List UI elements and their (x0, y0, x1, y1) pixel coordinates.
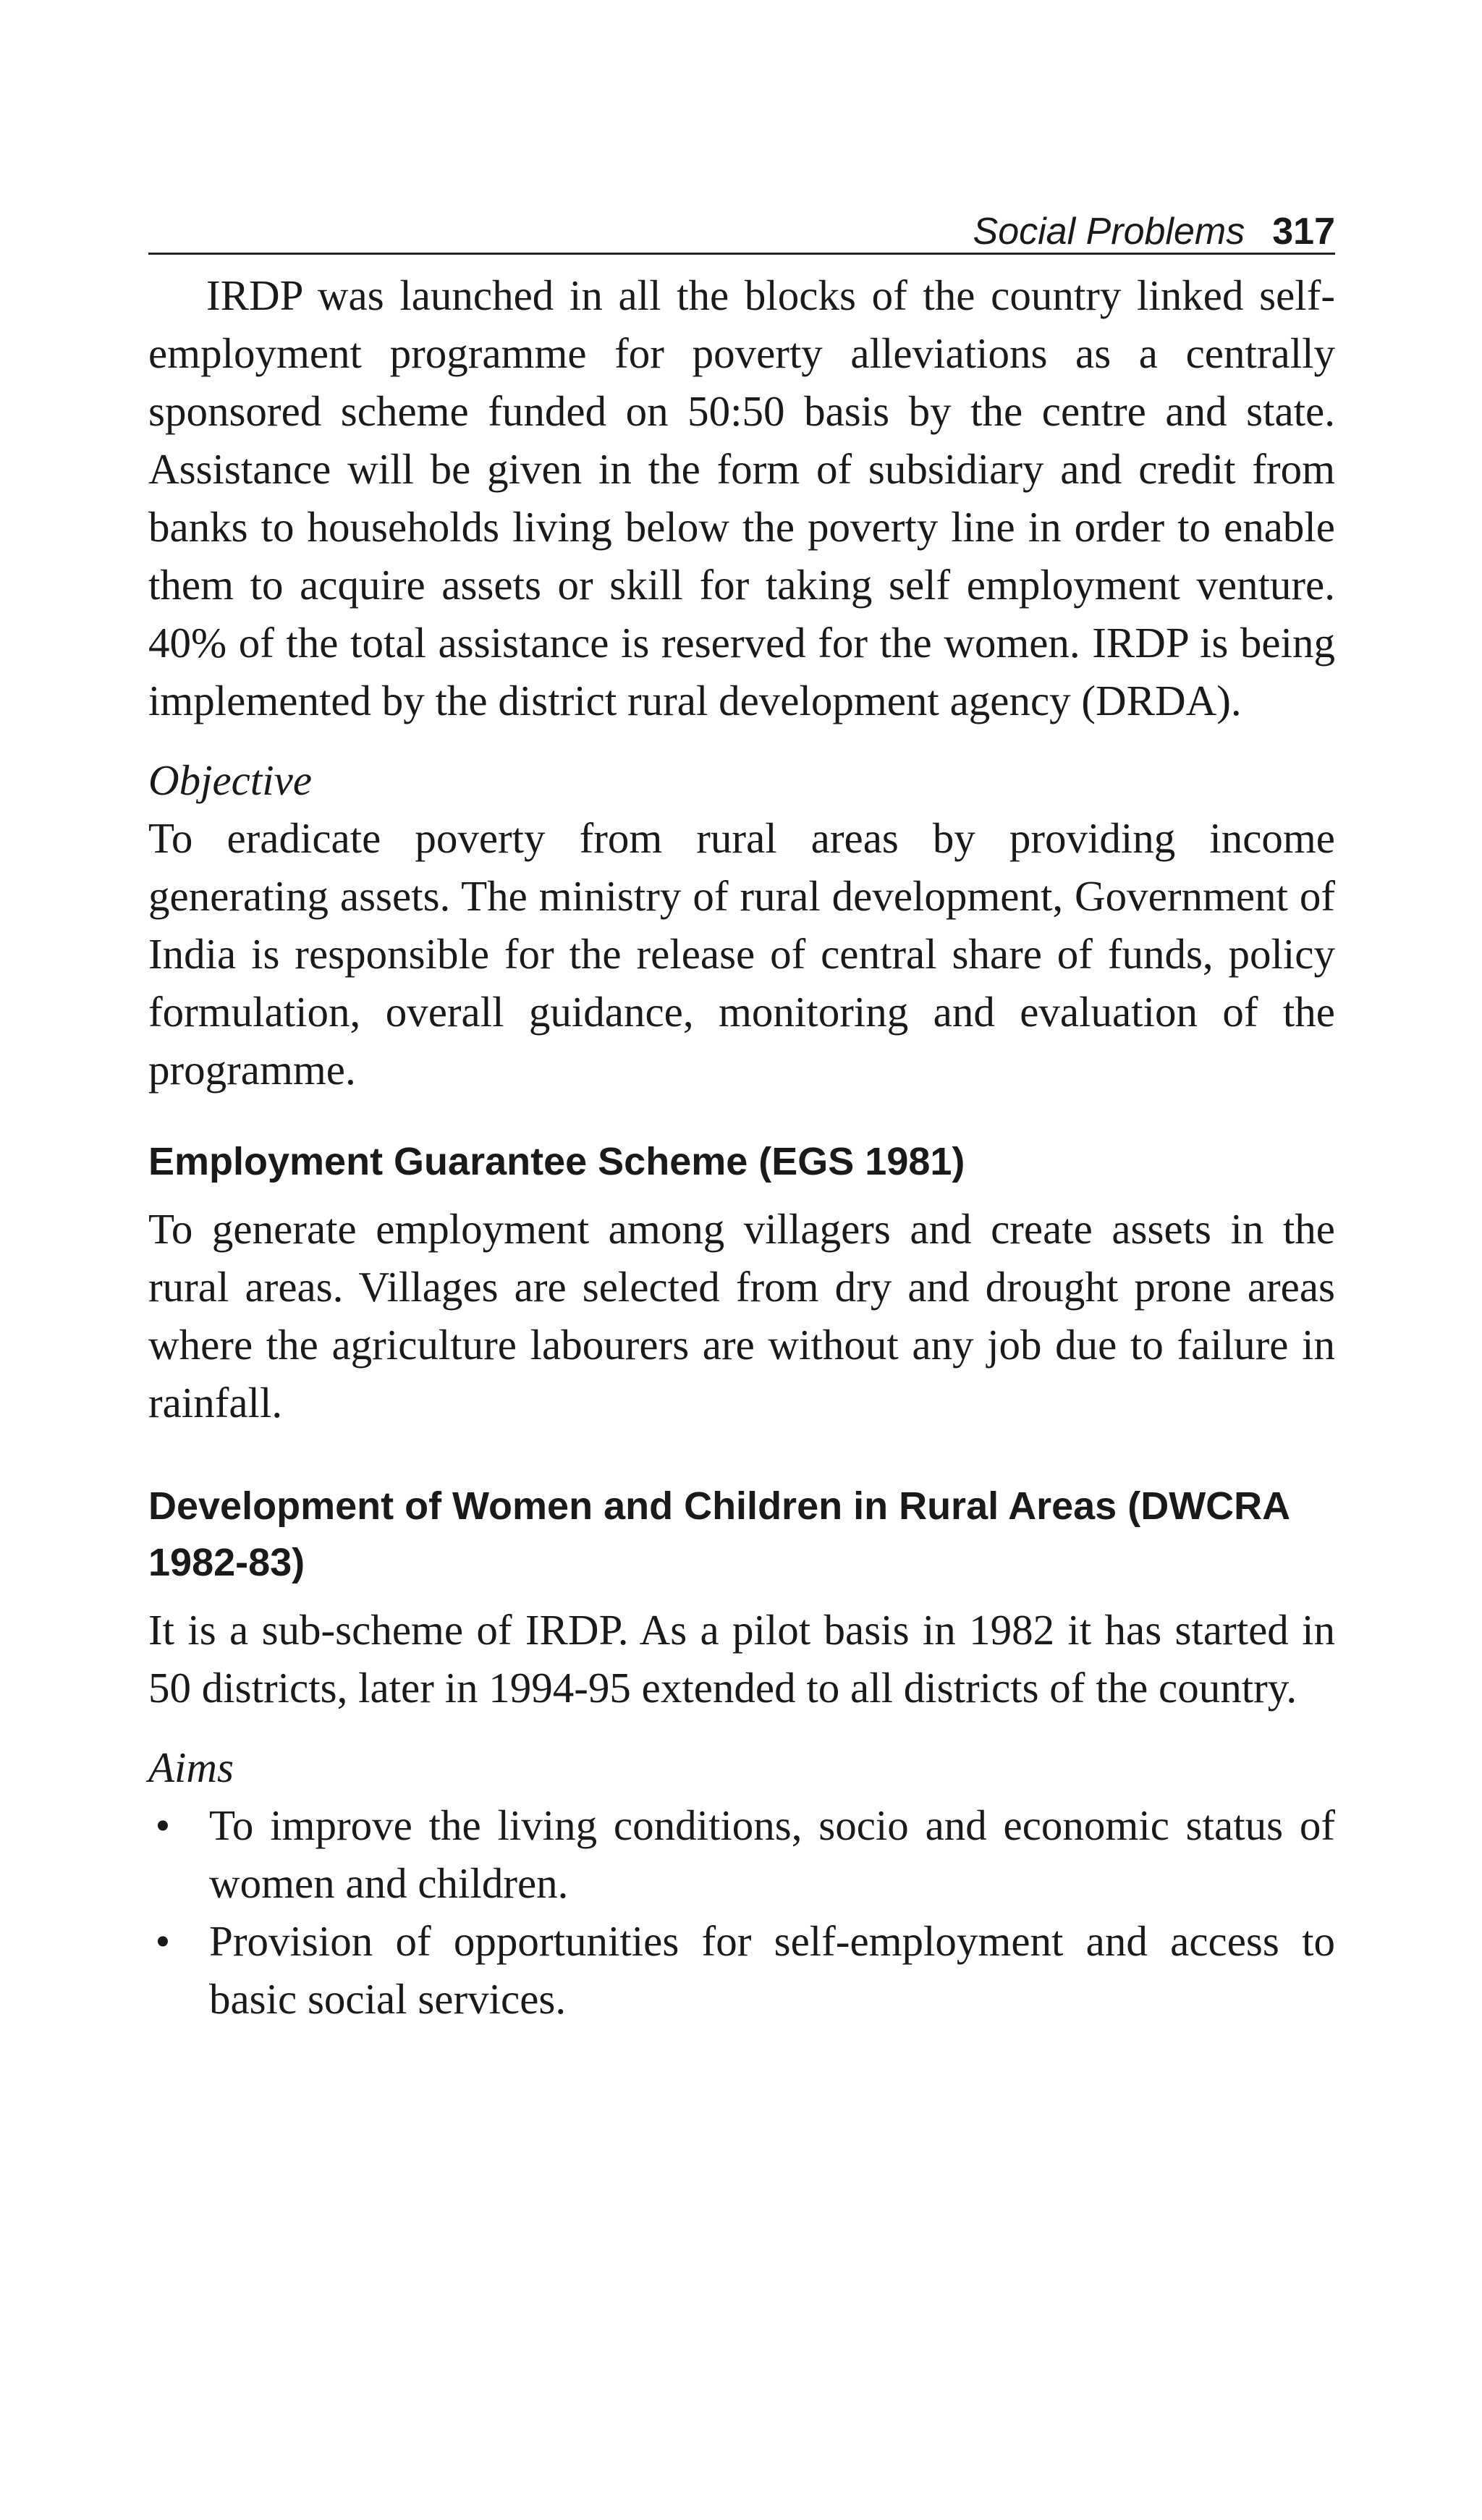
list-item (148, 1796, 1335, 1912)
aims-list (148, 1796, 1335, 2028)
dwcra-paragraph: It is a sub-scheme of IRDP. As a pilot basis in 1982 it has started in 50 districts, later in 1994-95 extended to all districts of the country. (148, 1606, 1335, 1712)
egs-heading: Employment Guarantee Scheme (EGS 1981) (148, 1140, 965, 1183)
list-item (148, 1912, 1335, 2028)
book-page (148, 210, 1335, 2028)
objective-paragraph: To eradicate poverty from rural areas by providing income generating assets. The ministry of rural development, Government of India is responsible for the release of central share of funds, policy formulation, overall guidance, monitoring and evaluation of the programme. (148, 814, 1335, 1094)
objective-label: Objective (148, 756, 313, 804)
aims-label: Aims (148, 1743, 234, 1791)
aim-text: To improve the living conditions, socio and economic status of women and children. (209, 1801, 1335, 1907)
aim-text: Provision of opportunities for self-employment and access to basic social services. (209, 1917, 1335, 2023)
bullet-icon: • (155, 1917, 171, 1965)
running-header-title: Social Problems (973, 211, 1245, 253)
bullet-icon: • (155, 1801, 171, 1849)
running-header (148, 210, 1335, 255)
dwcra-heading: Development of Women and Children in Rural Areas (DWCRA 1982-83) (148, 1484, 1290, 1584)
page-body (148, 266, 1335, 2028)
intro-paragraph: IRDP was launched in all the blocks of the country linked self-employment programme for poverty alleviations as a centrally sponsored scheme funded on 50:50 basis by the centre and state. Assistance will be given in the form of subsidiary and credit from banks to households living below the poverty line in order to enable them to acquire assets or skill for taking self employment venture. 40% of the total assistance is reserved for the women. IRDP is being implemented by the district rural development agency (DRDA). (148, 271, 1335, 724)
egs-paragraph: To generate employment among villagers and create assets in the rural areas. Villages are selected from dry and drought prone areas where the agriculture labourers are without any job due to failure in rainfall. (148, 1205, 1335, 1426)
page-number: 317 (1272, 211, 1335, 253)
